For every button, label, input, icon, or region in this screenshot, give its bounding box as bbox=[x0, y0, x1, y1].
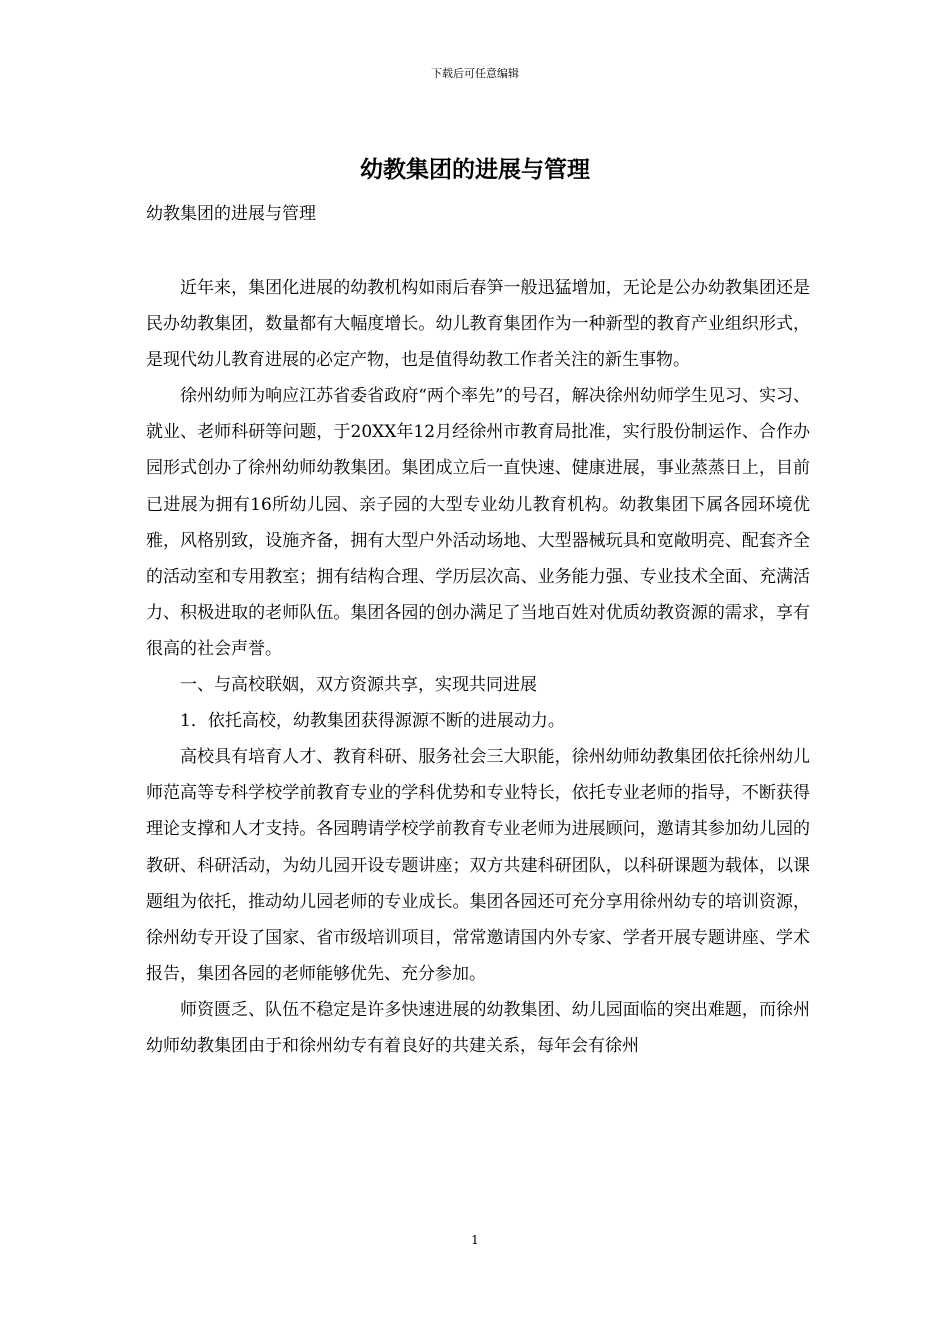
page-number: 1 bbox=[471, 1233, 479, 1247]
paragraph-founding: 徐州幼师为响应江苏省委省政府“两个率先”的号召，解决徐州幼师学生见习、实习、就业、老师科研等问题，于20XX年12月经徐州市教育局批准，实行股份制运作、合作办园形式创办了徐州幼师幼教集团。集团成立后一直快速、健康进展，事业蒸蒸日上，目前已进展为拥有16所幼儿园、亲子园的大型专业幼儿教育机构。幼教集团下属各园环境优雅，风格别致，设施齐备，拥有大型户外活动场地、大型器械玩具和宽敞明亮、配套齐全的活动室和专用教室；拥有结构合理、学历层次高、业务能力强、专业技术全面、充满活力、积极进取的老师队伍。集团各园的创办满足了当地百姓对优质幼教资源的需求，享有很高的社会声誉。 bbox=[146, 386, 810, 659]
paragraph-intro: 近年来，集团化进展的幼教机构如雨后春笋一般迅猛增加，无论是公办幼教集团还是民办幼教集团，数量都有大幅度增长。幼儿教育集团作为一种新型的教育产业组织形式，是现代幼儿教育进展的必定产物，也是值得幼教工作者关注的新生事物。 bbox=[146, 278, 810, 371]
header-note: 下载后可任意编辑 bbox=[431, 67, 519, 80]
paragraph-university-support: 高校具有培育人才、教育科研、服务社会三大职能，徐州幼师幼教集团依托徐州幼儿师范高等专科学校学前教育专业的学科优势和专业特长，依托专业老师的指导，不断获得理论支撑和人才支持。各园聘请学校学前教育专业老师为进展顾问，邀请其参加幼儿园的教研、科研活动，为幼儿园开设专题讲座；双方共建科研团队，以科研课题为载体，以课题组为依托，推动幼儿园老师的专业成长。集团各园还可充分享用徐州幼专的培训资源，徐州幼专开设了国家、省市级培训项目，常常邀请国内外专家、学者开展专题讲座、学术报告，集团各园的老师能够优先、充分参加。 bbox=[146, 747, 810, 984]
section-heading-1: 一、与高校联姻，双方资源共享，实现共同进展 bbox=[180, 675, 537, 696]
paragraph-teacher-shortage: 师资匮乏、队伍不稳定是许多快速进展的幼教集团、幼儿园面临的突出难题，而徐州幼师幼教集团由于和徐州幼专有着良好的共建关系，每年会有徐州 bbox=[146, 999, 810, 1056]
body-text bbox=[146, 270, 810, 1064]
subsection-heading-1: 1．依托高校，幼教集团获得源源不断的进展动力。 bbox=[180, 711, 565, 732]
document-title: 幼教集团的进展与管理 bbox=[360, 156, 590, 183]
document-subtitle: 幼教集团的进展与管理 bbox=[146, 204, 316, 224]
